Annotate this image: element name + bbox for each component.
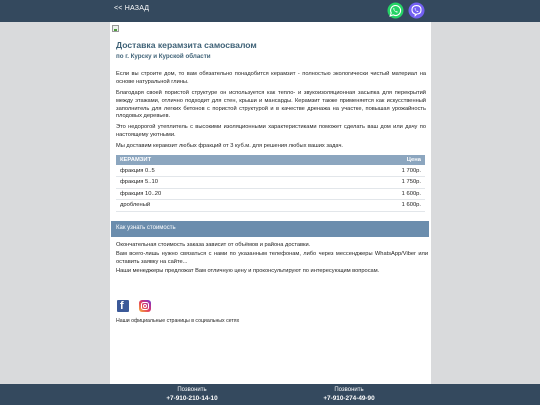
back-link[interactable]: << НАЗАД	[114, 5, 150, 12]
phone-number: +7-910-210-14-10	[166, 395, 218, 402]
intro-paragraph: Если вы строите дом, то вам обязательно понадобится керамзит - полностью экологически чистый материал на основе натуральной глины.	[116, 71, 426, 85]
product-price: 1 700р.	[315, 165, 425, 177]
viber-icon[interactable]	[408, 2, 425, 19]
content-card	[110, 22, 431, 384]
price-info-accordion[interactable]	[111, 221, 429, 237]
column-header-product: КЕРАМЗИТ	[116, 155, 315, 165]
top-bar	[0, 0, 540, 22]
product-name: дробленый	[116, 200, 315, 212]
whatsapp-icon[interactable]	[387, 2, 404, 19]
call-button-2[interactable]	[304, 386, 394, 403]
usage-paragraph: Благодаря своей пористой структуре он используется как тепло- и звукоизоляционная засыпка для перекрытий между этажами, отлично подходит для стен, крыши и мансарды. Керамзит также применяется как искусственный заполнитель для легких бетонов с пористой структурой и в качестве дренажа на участке, повышая урожайность плодовых деревьев.	[116, 90, 426, 120]
phone-number: +7-910-274-49-90	[323, 395, 375, 402]
table-row	[116, 177, 425, 189]
table-row	[116, 200, 425, 212]
accordion-label: Как узнать стоимость	[116, 225, 176, 231]
product-price: 1 750р.	[315, 177, 425, 189]
price-table	[116, 155, 425, 212]
page-subtitle: по г. Курску и Курской области	[116, 53, 211, 60]
broken-image-icon	[112, 25, 119, 32]
delivery-paragraph: Мы доставим керамзит любых фракций от 3 куб.м. для решения любых ваших задач.	[116, 143, 343, 149]
product-name: фракция 10..20	[116, 188, 315, 200]
bottom-bar	[0, 384, 540, 405]
call-button-1[interactable]	[147, 386, 237, 403]
product-name: фракция 0..5	[116, 165, 315, 177]
call-label: Позвонить	[177, 387, 207, 393]
column-header-price: Цена	[315, 155, 425, 165]
table-row	[116, 188, 425, 200]
managers-paragraph: Наши менеджеры предложат Вам отличную цену и проконсультируют по интересующим вопросам.	[116, 268, 380, 274]
product-price: 1 600р.	[315, 200, 425, 212]
social-caption: Наши официальные страницы в социальных сетях	[116, 318, 240, 324]
page-title: Доставка керамзита самосвалом	[116, 40, 257, 50]
benefit-paragraph: Это недорогой утеплитель с высокими изоляционными характеристиками поможет сделать ваш дом или дачу по настоящему уютными.	[116, 124, 426, 138]
table-header-row	[116, 155, 425, 165]
contact-paragraph: Вам всего-лишь нужно связаться с нами по указанным телефонам, либо через мессенджеры WhatsApp/Viber или оставить заявку на сайте...	[116, 251, 428, 265]
facebook-icon[interactable]: f	[117, 300, 129, 312]
product-name: фракция 5..10	[116, 177, 315, 189]
cost-paragraph: Окончательная стоимость заказа зависит от объёмов и района доставки.	[116, 242, 311, 248]
product-price: 1 600р.	[315, 188, 425, 200]
table-row	[116, 165, 425, 177]
call-label: Позвонить	[334, 387, 364, 393]
instagram-icon[interactable]	[139, 300, 151, 312]
